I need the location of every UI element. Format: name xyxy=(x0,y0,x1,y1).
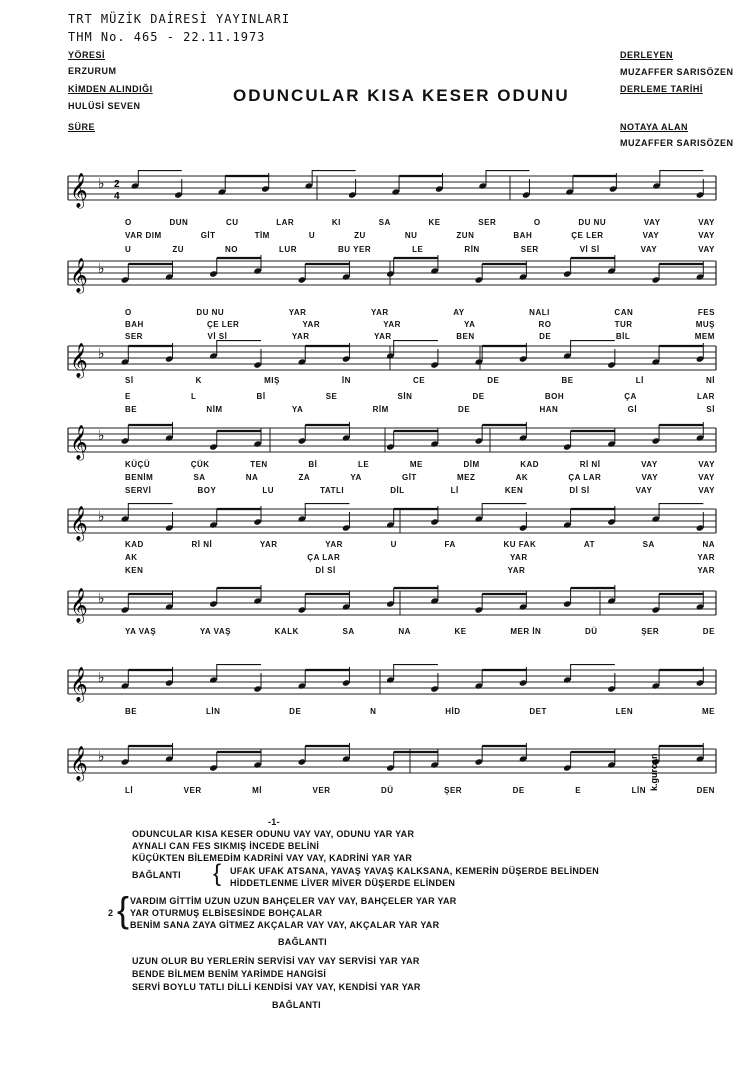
publisher: TRT MÜZİK DAİRESİ YAYINLARI xyxy=(68,12,291,26)
catalog-number: THM No. 465 - 22.11.1973 xyxy=(68,30,266,44)
lyric-syllable: VER xyxy=(312,786,331,795)
lyric-syllable: YA VAŞ xyxy=(199,627,231,636)
svg-text:♭: ♭ xyxy=(98,591,105,607)
lyric-syllable: YAR xyxy=(291,332,310,341)
lyric-syllable: K xyxy=(195,376,202,385)
lyric-syllable: FES xyxy=(697,308,715,317)
lyric-syllable: NA xyxy=(702,540,715,549)
lyric-syllable: BAH xyxy=(125,320,144,329)
verse-3-line: SERVİ BOYLU TATLI DİLLİ KENDİSİ VAY VAY, KENDİSİ YAR YAR xyxy=(132,982,421,992)
lyric-syllable: KAD xyxy=(520,460,540,469)
lyric-syllable: LU xyxy=(262,486,275,495)
lyric-line xyxy=(125,332,715,341)
lyric-syllable: ZA xyxy=(298,473,311,482)
lyric-syllable: AK xyxy=(125,553,138,562)
baglanti-line: HİDDETLENME LİVER MİVER DÜŞERDE ELİNDEN xyxy=(230,878,456,888)
lyric-syllable: DİL xyxy=(390,486,405,495)
lyric-syllable: Lİ xyxy=(125,786,134,795)
lyric-syllable: VAY xyxy=(698,218,715,227)
lyric-syllable: KE xyxy=(454,627,467,636)
lyric-syllable: Lİ xyxy=(635,376,644,385)
lyric-syllable: Mİ xyxy=(252,786,263,795)
lyric-syllable: YAR xyxy=(507,566,526,575)
lyric-syllable: KEN xyxy=(504,486,524,495)
staff xyxy=(0,255,750,305)
svg-text:2: 2 xyxy=(114,179,120,190)
source-label: KİMDEN ALINDIĞI xyxy=(68,84,153,94)
lyric-line xyxy=(125,460,715,469)
lyric-syllable: VAY xyxy=(635,486,653,495)
svg-text:♭: ♭ xyxy=(98,261,105,277)
lyric-syllable: ME xyxy=(409,460,423,469)
lyric-line xyxy=(125,392,715,401)
baglanti-line: UFAK UFAK ATSANA, YAVAŞ YAVAŞ KALKSANA, KEMERİN DÜŞERDE BELİNDEN xyxy=(230,866,600,876)
lyric-syllable: DE xyxy=(458,405,471,414)
lyric-syllable: MEM xyxy=(694,332,715,341)
lyric-syllable: YAR xyxy=(259,540,278,549)
svg-text:𝄞: 𝄞 xyxy=(70,343,88,378)
svg-text:𝄞: 𝄞 xyxy=(70,425,88,460)
svg-text:♭: ♭ xyxy=(98,428,105,444)
lyric-syllable: KALK xyxy=(274,627,299,636)
notation-label: NOTAYA ALAN xyxy=(620,122,689,132)
lyric-syllable: RİN xyxy=(464,245,480,254)
lyric-syllable: LEN xyxy=(615,707,634,716)
svg-text:𝄞: 𝄞 xyxy=(70,506,88,541)
svg-text:♭: ♭ xyxy=(98,346,105,362)
lyric-syllable: SE xyxy=(325,392,338,401)
lyric-syllable: Sİ xyxy=(125,376,134,385)
lyric-syllable: U xyxy=(390,540,397,549)
lyric-syllable: E xyxy=(575,786,582,795)
verse-1-number: -1- xyxy=(268,817,280,827)
svg-text:♭: ♭ xyxy=(98,670,105,686)
lyric-syllable: BEN xyxy=(456,332,475,341)
lyric-syllable: MER İN xyxy=(510,627,542,636)
lyric-syllable: Rİ Nİ xyxy=(191,540,213,549)
lyric-syllable: HAN xyxy=(539,405,559,414)
lyric-syllable: SA xyxy=(342,627,355,636)
lyric-syllable: VAY xyxy=(698,245,715,254)
lyric-syllable: Bİ xyxy=(256,392,266,401)
lyric-syllable: BE xyxy=(561,376,574,385)
lyric-syllable: KU FAK xyxy=(503,540,537,549)
lyric-syllable: İN xyxy=(341,376,351,385)
lyric-syllable: KEN xyxy=(125,566,144,575)
lyric-syllable: Vİ Sİ xyxy=(579,245,600,254)
lyric-syllable: ÇA LAR xyxy=(568,473,602,482)
lyric-syllable: BOY xyxy=(197,486,217,495)
verse-1-line: AYNALI CAN FES SIKMIŞ İNCEDE BELİNİ xyxy=(132,841,320,851)
lyric-syllable: YAR xyxy=(509,553,528,562)
lyric-syllable: DE xyxy=(487,376,500,385)
lyric-syllable: Lİ xyxy=(450,486,459,495)
lyric-syllable: VAR DIM xyxy=(125,231,162,240)
lyric-syllable: DÜ xyxy=(381,786,394,795)
lyric-syllable: ŞER xyxy=(641,627,660,636)
lyric-syllable: TEN xyxy=(250,460,268,469)
lyric-syllable: TATLI xyxy=(320,486,345,495)
verse-1-line: ODUNCULAR KISA KESER ODUNU VAY VAY, ODUNU YAR YAR xyxy=(132,829,415,839)
lyric-syllable: AT xyxy=(583,540,595,549)
lyric-syllable: Dİ Sİ xyxy=(569,486,590,495)
lyric-syllable: KI xyxy=(331,218,341,227)
lyric-syllable: YA VAŞ xyxy=(125,627,157,636)
lyric-syllable: DE xyxy=(512,786,525,795)
lyric-syllable: DU NU xyxy=(578,218,607,227)
lyric-syllable: YAR xyxy=(302,320,321,329)
lyric-syllable: Gİ xyxy=(627,405,638,414)
lyric-syllable: YA xyxy=(464,320,476,329)
lyric-syllable: TUR xyxy=(614,320,633,329)
baglanti-label: BAĞLANTI xyxy=(278,937,327,947)
lyric-syllable: AY xyxy=(453,308,465,317)
lyric-line xyxy=(125,540,715,549)
lyric-syllable: KÜÇÜ xyxy=(125,460,151,469)
lyric-syllable: BAH xyxy=(513,231,533,240)
lyric-syllable: ME xyxy=(702,707,715,716)
lyric-syllable: NALI xyxy=(529,308,550,317)
lyric-syllable: DU NU xyxy=(196,308,225,317)
lyric-syllable: VAY xyxy=(641,460,658,469)
lyric-syllable: Sİ xyxy=(706,405,715,414)
lyric-syllable: VAY xyxy=(642,231,660,240)
lyric-syllable: DÜ xyxy=(584,627,598,636)
lyric-syllable: YAR xyxy=(288,308,307,317)
svg-text:𝄞: 𝄞 xyxy=(70,258,88,293)
lyric-syllable: YAR xyxy=(325,540,343,549)
lyric-syllable: MEZ xyxy=(457,473,476,482)
lyric-line xyxy=(125,786,715,795)
lyric-syllable: DEN xyxy=(696,786,715,795)
verse-3-line: UZUN OLUR BU YERLERİN SERVİSİ VAY VAY SERVİSİ YAR YAR xyxy=(132,956,420,966)
lyric-syllable: YA xyxy=(350,473,362,482)
lyric-syllable: VAY xyxy=(640,245,658,254)
lyric-syllable: LE xyxy=(357,460,370,469)
lyric-syllable: MUŞ xyxy=(695,320,715,329)
lyric-syllable: TİM xyxy=(254,231,270,240)
lyric-syllable: GİT xyxy=(401,473,417,482)
lyric-syllable: BOH xyxy=(544,392,565,401)
lyric-syllable: KE xyxy=(428,218,441,227)
lyric-syllable: LE xyxy=(412,245,424,254)
lyric-syllable: ZU xyxy=(172,245,184,254)
lyric-syllable: N xyxy=(370,707,377,716)
svg-text:♭: ♭ xyxy=(98,509,105,525)
lyric-syllable: ÇA xyxy=(624,392,637,401)
lyric-syllable: VAY xyxy=(698,231,715,240)
lyric-syllable: DİM xyxy=(463,460,480,469)
verse-2-line: VARDIM GİTTİM UZUN UZUN BAHÇELER VAY VAY, BAHÇELER YAR YAR xyxy=(130,896,457,906)
lyric-syllable: ZU xyxy=(354,231,366,240)
song-title: ODUNCULAR KISA KESER ODUNU xyxy=(233,86,570,105)
brace-icon: { xyxy=(117,889,130,930)
lyric-syllable: VAY xyxy=(698,486,715,495)
baglanti-label: BAĞLANTI xyxy=(272,1000,321,1010)
source: HULÜSİ SEVEN xyxy=(68,101,141,111)
lyric-syllable: U xyxy=(125,245,132,254)
lyric-line xyxy=(125,627,715,636)
lyric-syllable: SER xyxy=(520,245,539,254)
lyric-syllable: E xyxy=(125,392,131,401)
lyric-syllable: VAY xyxy=(641,473,659,482)
lyric-syllable: VER xyxy=(183,786,202,795)
lyric-line xyxy=(125,218,715,227)
lyric-line xyxy=(125,405,715,414)
lyric-syllable: LUR xyxy=(279,245,297,254)
lyric-syllable: SER xyxy=(478,218,497,227)
lyric-syllable: RO xyxy=(538,320,552,329)
lyric-syllable: ŞER xyxy=(444,786,463,795)
lyric-line xyxy=(125,231,715,240)
svg-text:𝄞: 𝄞 xyxy=(70,746,88,781)
svg-text:♭: ♭ xyxy=(98,176,105,192)
lyric-syllable: VAY xyxy=(698,460,715,469)
lyric-syllable: DE xyxy=(702,627,715,636)
svg-text:k.gurcan: k.gurcan xyxy=(649,753,659,791)
lyric-syllable: Vİ Sİ xyxy=(207,332,228,341)
lyric-syllable: SA xyxy=(378,218,391,227)
lyric-syllable: YA xyxy=(291,405,304,414)
notation-by: MUZAFFER SARISÖZEN xyxy=(620,138,734,148)
lyric-syllable: Dİ Sİ xyxy=(315,566,336,575)
lyric-syllable: KAD xyxy=(125,540,144,549)
lyric-syllable: NİM xyxy=(206,405,223,414)
lyric-syllable: CE xyxy=(413,376,426,385)
duration-label: SÜRE xyxy=(68,122,96,132)
lyric-syllable: ÇA LAR xyxy=(307,553,341,562)
lyric-syllable: SERVİ xyxy=(125,486,152,495)
lyric-syllable: YAR xyxy=(370,308,389,317)
verse-2-number: 2 xyxy=(108,908,114,918)
lyric-syllable: DUN xyxy=(169,218,189,227)
verse-1-line: KÜÇÜKTEN BİLEMEDİM KADRİNİ VAY VAY, KADRİNİ YAR YAR xyxy=(132,853,413,863)
verse-3-line: BENDE BİLMEM BENİM YARİMDE HANGİSİ xyxy=(132,969,327,979)
signature xyxy=(648,727,660,793)
lyric-line xyxy=(125,473,715,482)
lyric-syllable: GİT xyxy=(200,231,216,240)
lyric-syllable: DET xyxy=(529,707,547,716)
lyric-syllable: Rİ Nİ xyxy=(579,460,601,469)
lyric-syllable: VAY xyxy=(643,218,661,227)
lyric-syllable: BE xyxy=(125,405,138,414)
lyric-syllable: AK xyxy=(515,473,529,482)
lyric-syllable: ÇE LER xyxy=(206,320,240,329)
lyric-syllable: YAR xyxy=(383,320,401,329)
lyric-syllable: SİN xyxy=(397,392,413,401)
lyric-line xyxy=(125,376,715,385)
lyric-line xyxy=(125,245,715,254)
lyric-syllable: MIŞ xyxy=(264,376,280,385)
lyric-syllable: BİL xyxy=(615,332,631,341)
lyric-syllable: SA xyxy=(642,540,655,549)
svg-text:4: 4 xyxy=(114,191,120,202)
lyric-syllable: ÇÜK xyxy=(190,460,210,469)
lyric-syllable: NA xyxy=(398,627,411,636)
lyric-line xyxy=(125,553,715,562)
lyric-syllable: Bİ xyxy=(308,460,318,469)
lyric-syllable: L xyxy=(191,392,197,401)
lyric-syllable: O xyxy=(533,218,541,227)
baglanti-label: BAĞLANTI xyxy=(132,870,181,880)
collector: MUZAFFER SARISÖZEN xyxy=(620,67,734,77)
lyric-syllable: YAR xyxy=(374,332,392,341)
lyric-syllable: VAY xyxy=(698,473,715,482)
lyric-syllable: HİD xyxy=(445,707,461,716)
verse-2-line: BENİM SANA ZAYA GİTMEZ AKÇALAR VAY VAY, AKÇALAR YAR YAR xyxy=(130,920,440,930)
svg-text:𝄞: 𝄞 xyxy=(70,588,88,623)
lyric-syllable: BE xyxy=(125,707,138,716)
lyric-syllable: NA xyxy=(245,473,259,482)
date-label: DERLEME TARİHİ xyxy=(620,84,703,94)
lyric-line xyxy=(125,566,715,575)
lyric-line xyxy=(125,707,715,716)
lyric-syllable: LİN xyxy=(631,786,647,795)
lyric-syllable: U xyxy=(308,231,316,240)
svg-text:♭: ♭ xyxy=(98,749,105,765)
lyric-syllable: ÇE LER xyxy=(571,231,604,240)
svg-text:𝄞: 𝄞 xyxy=(70,173,88,208)
lyric-syllable: NO xyxy=(225,245,239,254)
lyric-syllable: LAR xyxy=(696,392,715,401)
lyric-syllable: ZUN xyxy=(456,231,475,240)
lyric-syllable: LİN xyxy=(205,707,221,716)
lyric-syllable: SER xyxy=(125,332,143,341)
lyric-syllable: YAR xyxy=(697,566,715,575)
lyric-syllable: BU YER xyxy=(338,245,372,254)
lyric-syllable: SA xyxy=(193,473,206,482)
svg-text:𝄞: 𝄞 xyxy=(70,667,88,702)
lyric-syllable: RİM xyxy=(372,405,389,414)
lyric-syllable: DE xyxy=(289,707,302,716)
lyric-syllable: CAN xyxy=(614,308,634,317)
lyric-syllable: Nİ xyxy=(705,376,715,385)
lyric-syllable: FA xyxy=(444,540,456,549)
collector-label: DERLEYEN xyxy=(620,50,674,60)
brace-icon: { xyxy=(213,860,222,887)
region: ERZURUM xyxy=(68,66,117,76)
verse-2-line: YAR OTURMUŞ ELBİSESİNDE BOHÇALAR xyxy=(130,908,323,918)
lyric-line xyxy=(125,486,715,495)
lyric-syllable: LAR xyxy=(276,218,295,227)
lyric-syllable: DE xyxy=(472,392,485,401)
lyric-line xyxy=(125,320,715,329)
lyric-syllable: NU xyxy=(404,231,418,240)
lyric-line xyxy=(125,308,715,317)
lyric-syllable: O xyxy=(125,218,132,227)
staff xyxy=(0,170,750,220)
lyric-syllable: BENİM xyxy=(125,473,154,482)
lyric-syllable: YAR xyxy=(697,553,715,562)
lyric-syllable: DE xyxy=(539,332,552,341)
lyric-syllable: O xyxy=(125,308,132,317)
region-label: YÖRESİ xyxy=(68,50,106,60)
lyric-syllable: CU xyxy=(225,218,239,227)
